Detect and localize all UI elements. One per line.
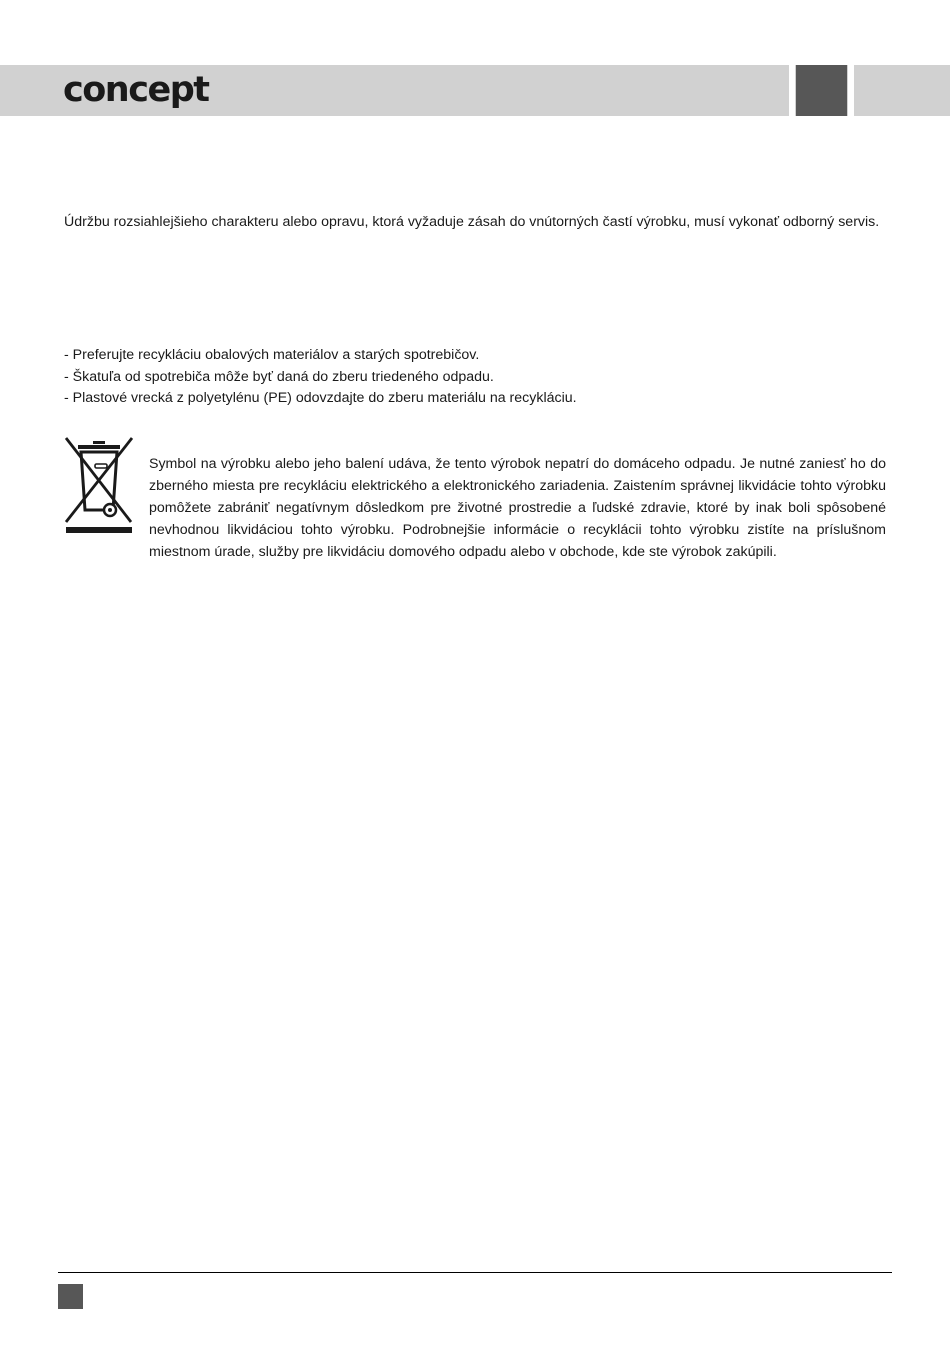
list-item: - Preferujte recykláciu obalových materiálov a starých spotrebičov. xyxy=(64,347,480,363)
header-divider xyxy=(789,65,795,116)
weee-paragraph: Symbol na výrobku alebo jeho balení udáva, že tento výrobok nepatrí do domáceho odpadu. Je nutné zaniesť ho do zberného miesta pre recykláciu elektrického a elektronického zariadenia. Zaistením správnej likvidácie tohto výrobku pomôžete zabrániť negatívnym dôsledkom pre životné prostredie a ľudské zdravie, ktoré by inak boli spôsobené nevhodnou likvidáciou tohto výrobku. Podrobnejšie informácie o recyklácii tohto výrobku zistíte na príslušnom miestnom úrade, služby pre likvidáciu domového odpadu alebo v obchode, kde ste výrobok zakúpili. xyxy=(149,456,886,560)
header-accent-square xyxy=(796,65,847,116)
brand-logo: concept xyxy=(63,70,209,110)
maintenance-paragraph: Údržbu rozsiahlejšieho charakteru alebo opravu, ktorá vyžaduje zásah do vnútorných častí výrobku, musí vykonať odborný servis. xyxy=(64,214,880,230)
footer-divider xyxy=(58,1272,892,1273)
list-item: - Plastové vrecká z polyetylénu (PE) odovzdajte do zberu materiálu na recykláciu. xyxy=(64,390,577,406)
header-divider xyxy=(848,65,854,116)
crossed-out-wheelie-bin-icon xyxy=(63,436,135,536)
footer-accent-square xyxy=(58,1284,83,1309)
list-item: - Škatuľa od spotrebiča môže byť daná do zberu triedeného odpadu. xyxy=(64,368,494,385)
recycling-list xyxy=(64,345,886,410)
